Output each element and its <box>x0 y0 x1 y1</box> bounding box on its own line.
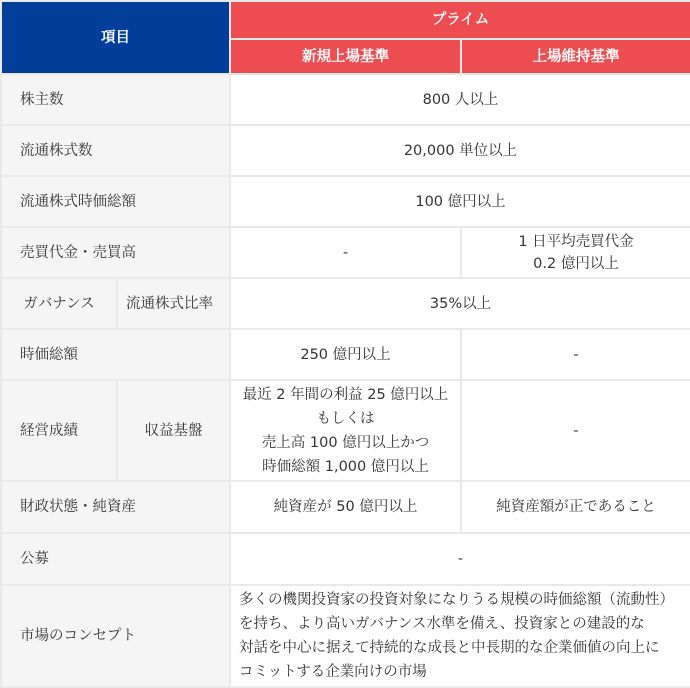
table-row-public-offering <box>1 533 690 585</box>
value-line: 時価総額 1,000 億円以上 <box>262 458 429 475</box>
table-row-governance <box>1 278 690 329</box>
row-value: 35%以上 <box>230 278 690 329</box>
concept-line: コミットする企業向けの市場 <box>239 664 427 680</box>
value-line: 最近 2 年間の利益 25 億円以上 <box>242 386 449 403</box>
row-label: 流通株式時価総額 <box>1 176 230 227</box>
concept-line: 対話を中心に据えて持続的な成長と中長期的な企業価値の向上に <box>239 640 660 656</box>
row-label: 財政状態・純資産 <box>1 481 230 533</box>
listing-value <box>230 380 461 481</box>
table-row-tradable-market-cap <box>1 176 690 227</box>
listing-value: - <box>230 227 461 278</box>
row-value: 800 人以上 <box>230 74 690 125</box>
table-row-financial <box>1 481 690 533</box>
maintenance-value: - <box>461 329 690 380</box>
value-line: 0.2 億円以上 <box>533 255 619 272</box>
row-label: 株主数 <box>1 74 230 125</box>
table-row-market-cap <box>1 329 690 380</box>
row-label: 売買代金・売買高 <box>1 227 230 278</box>
listing-value: 純資産が 50 億円以上 <box>230 481 461 533</box>
row-label: ガバナンス <box>1 278 117 329</box>
row-label: 経営成績 <box>1 380 117 481</box>
table-row-performance <box>1 380 690 481</box>
row-sub-label: 流通株式比率 <box>117 278 230 329</box>
row-value: - <box>230 533 690 585</box>
concept-line: を持ち、より高いガバナンス水準を備え、投資家との建設的な <box>239 616 645 632</box>
maintenance-value <box>461 227 690 278</box>
row-label: 市場のコンセプト <box>1 585 230 687</box>
concept-text <box>230 585 690 687</box>
row-label: 流通株式数 <box>1 125 230 176</box>
prime-market-header: プライム <box>230 1 690 39</box>
row-value: 100 億円以上 <box>230 176 690 227</box>
table-row-shareholders <box>1 74 690 125</box>
maintenance-criteria-header: 上場維持基準 <box>461 39 690 74</box>
table-row-tradable-shares <box>1 125 690 176</box>
value-line: 売上高 100 億円以上かつ <box>261 434 430 451</box>
value-line: 1 日平均売買代金 <box>518 233 634 250</box>
concept-line: 多くの機関投資家の投資対象になりうる規模の時価総額（流動性） <box>239 592 674 608</box>
row-label: 公募 <box>1 533 230 585</box>
row-sub-label: 収益基盤 <box>117 380 230 481</box>
row-value: 20,000 単位以上 <box>230 125 690 176</box>
row-label: 時価総額 <box>1 329 230 380</box>
listing-criteria-header: 新規上場基準 <box>230 39 461 74</box>
table-row-concept <box>1 585 690 687</box>
listing-value: 250 億円以上 <box>230 329 461 380</box>
maintenance-value: 純資産額が正であること <box>461 481 690 533</box>
table-row-trading-value <box>1 227 690 278</box>
value-line: もしくは <box>316 410 375 427</box>
maintenance-value: - <box>461 380 690 481</box>
item-header: 項目 <box>1 1 230 74</box>
